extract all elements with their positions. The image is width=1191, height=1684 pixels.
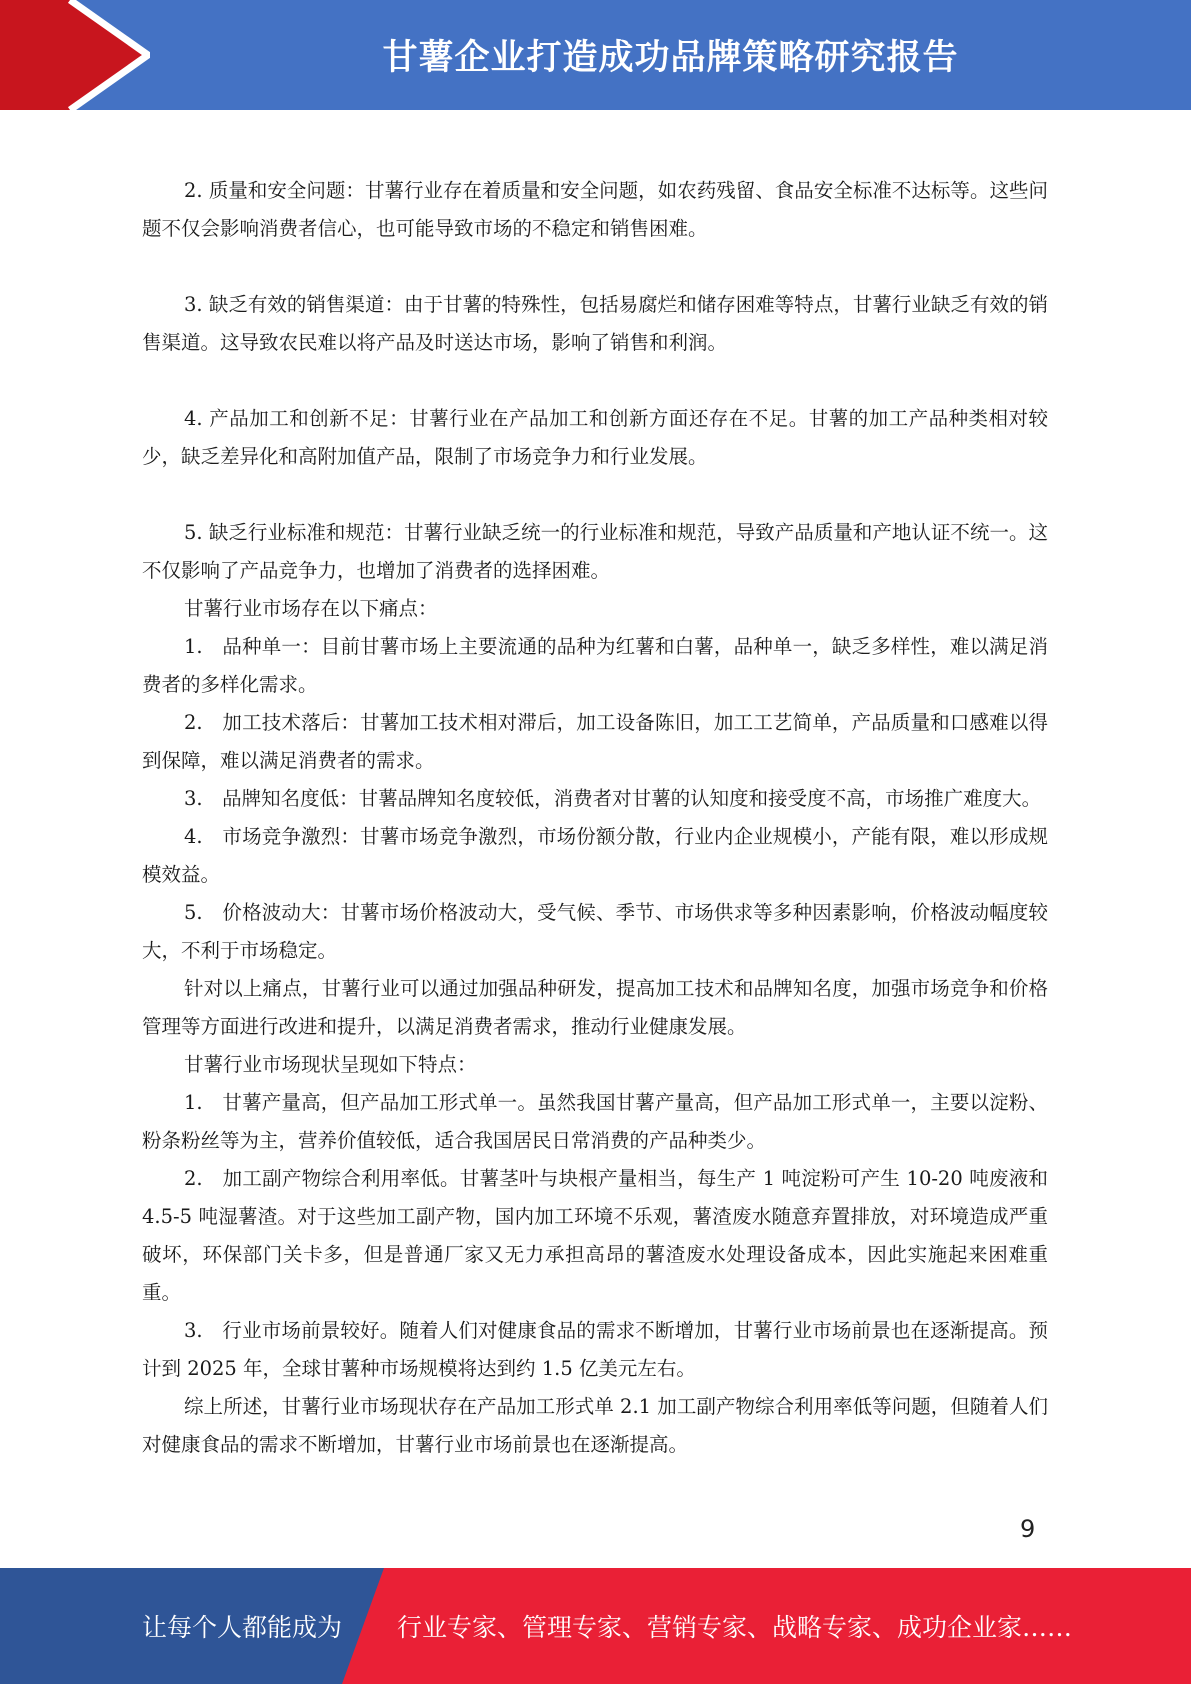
paragraph: 2. 加工副产物综合利用率低。甘薯茎叶与块根产量相当，每生产 1 吨淀粉可产生 10-20 吨废液和 4.5-5 吨湿薯渣。对于这些加工副产物，国内加工环境不乐观，薯渣废水随意弃置排放，对环境造成严重破坏，环保部门关卡多，但是普通厂家又无力承担高昂的薯渣废水处理设备成本，因此实施起来困难重重。 bbox=[142, 1167, 1048, 1304]
paragraph: 针对以上痛点，甘薯行业可以通过加强品种研发，提高加工技术和品牌知名度，加强市场竞争和价格管理等方面进行改进和提升，以满足消费者需求，推动行业健康发展。 bbox=[142, 977, 1048, 1038]
footer-slogan-left: 让每个人都能成为 bbox=[142, 1613, 343, 1642]
paragraph: 2. 加工技术落后：甘薯加工技术相对滞后，加工设备陈旧，加工工艺简单，产品质量和口感难以得到保障，难以满足消费者的需求。 bbox=[142, 711, 1048, 772]
paragraph: 3. 缺乏有效的销售渠道：由于甘薯的特殊性，包括易腐烂和储存困难等特点，甘薯行业缺乏有效的销售渠道。这导致农民难以将产品及时送达市场，影响了销售和利润。 bbox=[142, 293, 1048, 354]
paragraph: 甘薯行业市场存在以下痛点： bbox=[184, 597, 438, 620]
paragraph: 5. 缺乏行业标准和规范：甘薯行业缺乏统一的行业标准和规范，导致产品质量和产地认证不统一。这不仅影响了产品竞争力，也增加了消费者的选择困难。 bbox=[142, 521, 1048, 582]
header-title: 甘薯企业打造成功品牌策略研究报告 bbox=[382, 38, 959, 78]
paragraph: 4. 市场竞争激烈：甘薯市场竞争激烈，市场份额分散，行业内企业规模小，产能有限，难以形成规模效益。 bbox=[142, 825, 1048, 886]
paragraph: 1. 甘薯产量高，但产品加工形式单一。虽然我国甘薯产量高，但产品加工形式单一，主要以淀粉、粉条粉丝等为主，营养价值较低，适合我国居民日常消费的产品种类少。 bbox=[142, 1091, 1048, 1152]
page-header bbox=[0, 0, 1191, 110]
paragraph: 甘薯行业市场现状呈现如下特点： bbox=[184, 1053, 477, 1076]
header-red-chevron bbox=[0, 0, 150, 110]
paragraph: 2. 质量和安全问题：甘薯行业存在着质量和安全问题，如农药残留、食品安全标准不达标等。这些问题不仅会影响消费者信心，也可能导致市场的不稳定和销售困难。 bbox=[142, 179, 1048, 240]
paragraph: 3. 行业市场前景较好。随着人们对健康食品的需求不断增加，甘薯行业市场前景也在逐渐提高。预计到 2025 年，全球甘薯种市场规模将达到约 1.5 亿美元左右。 bbox=[142, 1319, 1048, 1380]
page-number: 9 bbox=[1020, 1515, 1036, 1543]
paragraph: 4. 产品加工和创新不足：甘薯行业在产品加工和创新方面还存在不足。甘薯的加工产品种类相对较少，缺乏差异化和高附加值产品，限制了市场竞争力和行业发展。 bbox=[142, 407, 1048, 468]
document-body bbox=[142, 172, 1048, 1464]
page-footer bbox=[0, 1568, 1191, 1684]
paragraph: 3. 品牌知名度低：甘薯品牌知名度较低，消费者对甘薯的认知度和接受度不高，市场推广难度大。 bbox=[184, 787, 1042, 810]
paragraph: 综上所述，甘薯行业市场现状存在产品加工形式单 2.1 加工副产物综合利用率低等问题，但随着人们对健康食品的需求不断增加，甘薯行业市场前景也在逐渐提高。 bbox=[142, 1395, 1048, 1456]
paragraph: 1. 品种单一：目前甘薯市场上主要流通的品种为红薯和白薯，品种单一，缺乏多样性，难以满足消费者的多样化需求。 bbox=[142, 635, 1048, 696]
paragraph: 5. 价格波动大：甘薯市场价格波动大，受气候、季节、市场供求等多种因素影响，价格波动幅度较大，不利于市场稳定。 bbox=[142, 901, 1048, 962]
footer-slogan-right: 行业专家、管理专家、营销专家、战略专家、成功企业家…… bbox=[397, 1613, 1073, 1642]
